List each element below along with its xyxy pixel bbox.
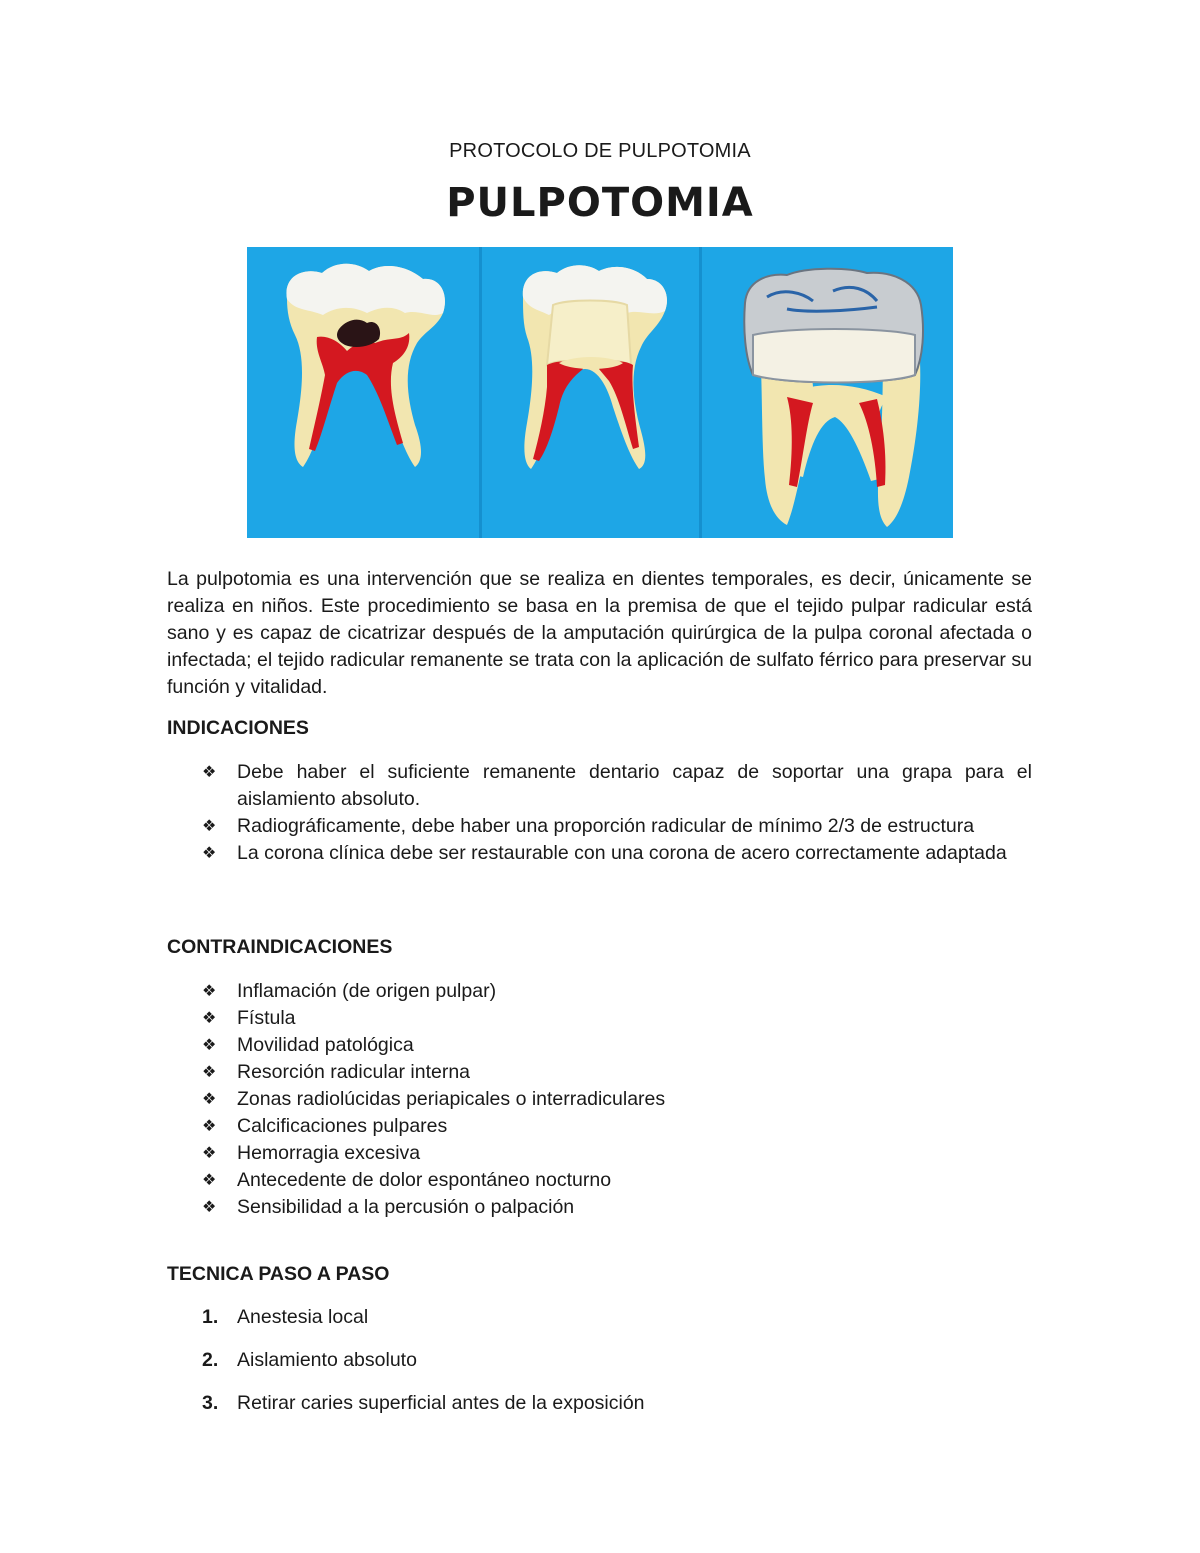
bullet-diamond-icon: ❖	[202, 1064, 217, 1081]
list-item-text: Sensibilidad a la percusión o palpación	[237, 1196, 575, 1218]
list-item-text: Radiográficamente, debe haber una proporción radicular de mínimo 2/3 de estructura	[237, 815, 975, 837]
list-item-text: Debe haber el suficiente remanente dentario capaz de soportar una grapa para el aislamiento absoluto.	[237, 761, 1032, 810]
document-title: PULPOTOMIA	[446, 180, 754, 226]
step-item	[200, 1304, 1032, 1331]
list-item-text: Movilidad patológica	[237, 1034, 414, 1056]
step-number: 2.	[202, 1349, 219, 1371]
bullet-diamond-icon: ❖	[202, 845, 217, 862]
bullet-diamond-icon: ❖	[202, 1037, 217, 1054]
list-item-text: Fístula	[237, 1007, 296, 1029]
list-item	[200, 1005, 1032, 1032]
list-item-text: Calcificaciones pulpares	[237, 1115, 448, 1137]
list-item	[200, 1032, 1032, 1059]
bullet-diamond-icon: ❖	[202, 983, 217, 1000]
step-item	[200, 1347, 1032, 1374]
intro-paragraph: La pulpotomia es una intervención que se realiza en dientes temporales, es decir, únicamente se realiza en niños. Este procedimiento se basa en la premisa de que el tejido pulpar radicular está sano y es capaz de cicatrizar después de la amputación quirúrgica de la pulpa coronal afectada o infectada; el tejido radicular remanente se trata con la aplicación de sulfato férrico para preservar su función y vitalidad.	[167, 568, 1032, 698]
list-item-text: Hemorragia excesiva	[237, 1142, 421, 1164]
indicaciones-heading: INDICACIONES	[167, 717, 309, 739]
list-item	[200, 1140, 1032, 1167]
list-item	[200, 1059, 1032, 1086]
bullet-diamond-icon: ❖	[202, 1118, 217, 1135]
list-item-text: Resorción radicular interna	[237, 1061, 471, 1083]
step-item	[200, 1390, 1032, 1417]
bullet-diamond-icon: ❖	[202, 764, 217, 781]
bullet-diamond-icon: ❖	[202, 1172, 217, 1189]
contraindicaciones-heading: CONTRAINDICACIONES	[167, 936, 393, 958]
list-item-text: Zonas radiolúcidas periapicales o interradiculares	[237, 1088, 666, 1110]
list-item-text: Inflamación (de origen pulpar)	[237, 980, 497, 1002]
bullet-diamond-icon: ❖	[202, 1010, 217, 1027]
tecnica-steps-list	[200, 1304, 1032, 1433]
list-item	[200, 840, 1032, 867]
list-item-text: La corona clínica debe ser restaurable con una corona de acero correctamente adaptada	[237, 842, 1007, 864]
list-item-text: Antecedente de dolor espontáneo nocturno	[237, 1169, 612, 1191]
step-text: Retirar caries superficial antes de la exposición	[237, 1392, 645, 1414]
list-item	[200, 978, 1032, 1005]
list-item	[200, 1086, 1032, 1113]
step-number: 1.	[202, 1306, 219, 1328]
step-number: 3.	[202, 1392, 219, 1414]
tooth-diagram-image	[247, 247, 953, 538]
list-item	[200, 1167, 1032, 1194]
indicaciones-list	[200, 759, 1032, 867]
bullet-diamond-icon: ❖	[202, 1091, 217, 1108]
tecnica-heading: TECNICA PASO A PASO	[167, 1263, 390, 1285]
list-item	[200, 1194, 1032, 1221]
bullet-diamond-icon: ❖	[202, 818, 217, 835]
bullet-diamond-icon: ❖	[202, 1145, 217, 1162]
list-item	[200, 759, 1032, 813]
document-subtitle: PROTOCOLO DE PULPOTOMIA	[449, 140, 751, 162]
bullet-diamond-icon: ❖	[202, 1199, 217, 1216]
list-item	[200, 813, 1032, 840]
list-item	[200, 1113, 1032, 1140]
step-text: Aislamiento absoluto	[237, 1349, 417, 1371]
step-text: Anestesia local	[237, 1306, 369, 1328]
contraindicaciones-list	[200, 978, 1032, 1221]
